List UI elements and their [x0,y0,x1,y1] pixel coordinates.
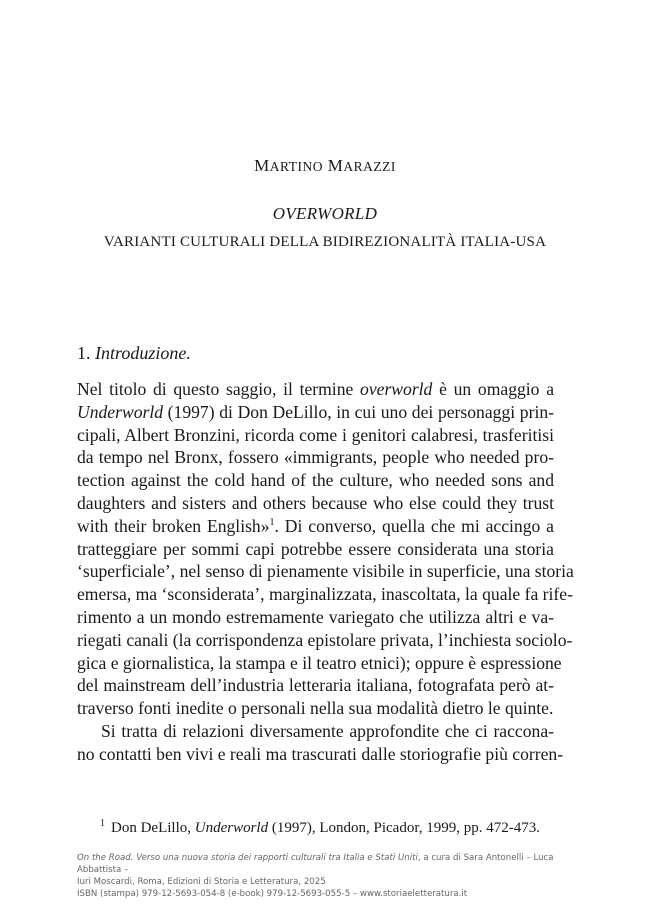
footnote-reference[interactable]: 1 [269,516,275,528]
article-title: OVERWORLD [272,204,378,223]
section-label: Introduzione. [95,343,191,363]
body-line: traverso fonti inedite o personali nella sua modalità dietro le quinte. [77,698,554,719]
footnote-number: 1 [100,818,105,829]
publisher-line: On the Road. Verso una nuova storia dei rapporti culturali tra Italia e Stati Uniti, a cura di Sara Antonelli – Luca Abbattista – [77,853,554,875]
body-line: cipali, Albert Bronzini, ricorda come i genitori calabresi, trasferitisi [77,424,554,445]
body-text [77,378,574,766]
body-line: da tempo nel Bronx, fossero «immigrants, people who needed pro- [77,447,554,468]
footnote: $^1$ Don DeLillo, Underworld (1997), London, Picador, 1999, pp. 472-473. [100,818,540,836]
body-line: ‘superficiale’, nel senso di pienamente visibile in superficie, una storia [77,561,574,582]
publisher-line: ISBN (stampa) 979-12-5693-054-8 (e-book) 979-12-5693-055-5 – www.storiaeletteratura.it [77,889,468,899]
publisher-info [77,852,577,900]
body-line: Si tratta di relazioni diversamente approfondite che ci raccona- [101,720,554,741]
body-line: gica e giornalistica, la stampa e il teatro etnici); oppure è espressione [77,652,562,673]
publisher-line: Iuri Moscardi, Roma, Edizioni di Storia e Letteratura, 2025 [77,877,326,887]
body-line: daughters and sisters and others because who else could they trust [77,492,554,513]
body-line: del mainstream dell’industria letteraria italiana, fotografata però at- [77,675,554,696]
body-line: tection against the cold hand of the culture, who needed sons and [77,470,554,491]
author-name: MARTINO MARAZZI [254,156,396,175]
body-line: rimento a un mondo estremamente variegato che utilizza altri e va- [77,606,554,627]
section-number: 1. [77,343,91,363]
body-line: Nel titolo di questo saggio, il termine overworld è un omaggio a [77,379,555,399]
body-line: with their broken English»$^1$. Di converso, quella che mi accingo a [77,515,554,536]
body-line: tratteggiare per sommi capi potrebbe essere considerata una storia [77,538,554,559]
section-heading [77,343,191,364]
article-subtitle: VARIANTI CULTURALI DELLA BIDIREZIONALITÀ ITALIA-USA [103,234,547,250]
body-line: Underworld (1997) di Don DeLillo, in cui uno dei personaggi prin- [77,401,554,422]
body-line: emersa, ma ‘sconsiderata’, marginalizzata, inascoltata, la quale fa rife- [77,584,573,605]
body-line: riegati canali (la corrispondenza epistolare privata, l’inchiesta sociolo- [77,629,573,650]
body-line: no contatti ben vivi e reali ma trascurati dalle storiografie più corren- [77,743,564,764]
